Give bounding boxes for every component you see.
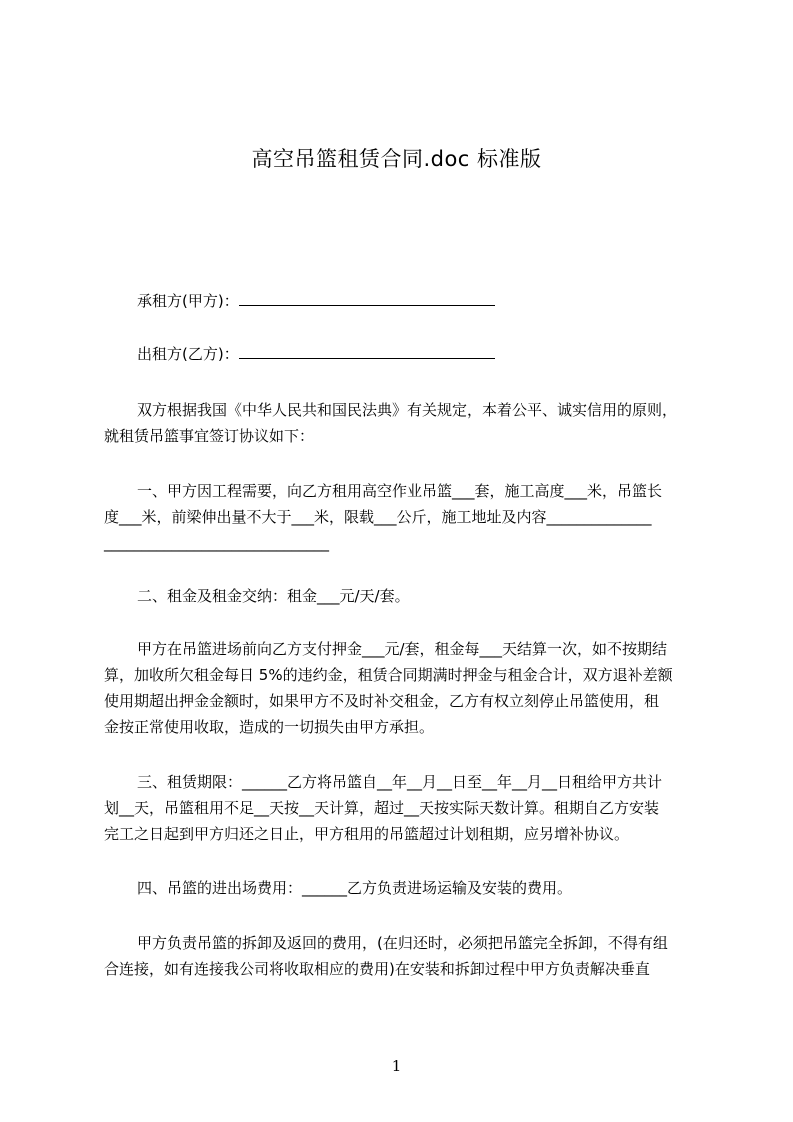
clause3-line-3: 完工之日起到甲方归还之日止，甲方租用的吊篮超过计划租期，应另增补协议。 xyxy=(104,825,630,843)
lessee-line xyxy=(104,288,737,314)
clause3-line-2: 划__天，吊篮租用不足__天按__天计算，超过__天按实际天数计算。租期自乙方安装 xyxy=(104,799,660,817)
clause2-line: 二、租金及租金交纳：租金___元/天/套。 xyxy=(137,587,410,605)
removal-line-2: 合连接，如有连接我公司将收取相应的费用)在安装和拆卸过程中甲方负责解决垂直 xyxy=(104,960,650,978)
lessor-blank[interactable] xyxy=(239,342,495,359)
document-title: 高空吊篮租赁合同.doc 标准版 xyxy=(251,147,542,171)
deposit-line-1: 甲方在吊篮进场前向乙方支付押金___元/套，租金每___天结算一次，如不按期结 xyxy=(137,640,668,658)
clause1-line-2: 度___米，前梁伸出量不大于___米，限载___公斤，施工地址及内容______________ xyxy=(104,508,652,526)
clause1-line-1: 一、甲方因工程需要，向乙方租用高空作业吊篮___套，施工高度___米，吊篮长 xyxy=(137,482,663,500)
lessor-label: 出租方(乙方)： xyxy=(137,345,239,363)
lessee-blank[interactable] xyxy=(239,289,495,306)
deposit-line-4: 金按正常使用收取，造成的一切损失由甲方承担。 xyxy=(104,718,435,736)
clause3-line-1: 三、租赁期限：______乙方将吊篮自__年__月__日至__年__月__日租给甲方共计 xyxy=(137,773,663,791)
lessee-label: 承租方(甲方)： xyxy=(137,292,239,310)
deposit-line-2: 算，加收所欠租金每日 5%的违约金，租赁合同期满时押金与租金合计，双方退补差额 xyxy=(104,666,673,684)
page-number: 1 xyxy=(391,1057,402,1075)
clause4-line: 四、吊篮的进出场费用：______乙方负责进场运输及安装的费用。 xyxy=(137,879,573,897)
removal-line-1: 甲方负责吊篮的拆卸及返回的费用，(在归还时，必须把吊篮完全拆卸，不得有组 xyxy=(137,934,668,952)
intro-line-2: 就租赁吊篮事宜签订协议如下： xyxy=(104,427,315,445)
intro-line-1: 双方根据我国《中华人民共和国民法典》有关规定，本着公平、诚实信用的原则， xyxy=(137,401,678,419)
lessor-line xyxy=(104,341,737,367)
clause1-line-3: ______________________________ xyxy=(104,534,329,552)
deposit-line-3: 使用期超出押金金额时，如果甲方不及时补交租金，乙方有权立刻停止吊篮使用，租 xyxy=(104,692,660,710)
